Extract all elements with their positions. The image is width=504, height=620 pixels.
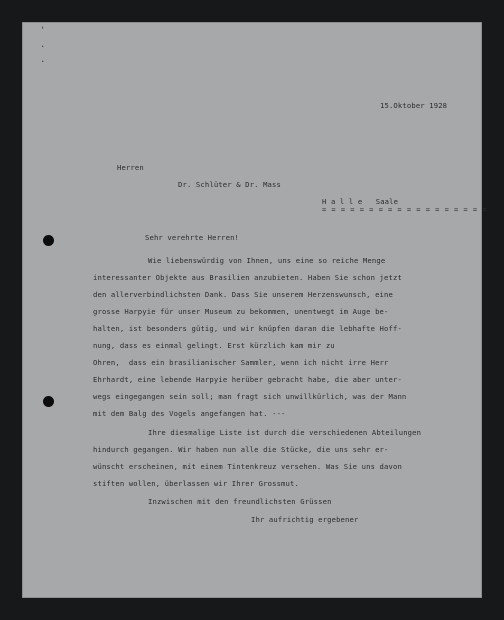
punch-hole	[43, 235, 54, 246]
body-line: wegs eingegangen sein soll; man fragt sich unwillkürlich, was der Mann	[93, 392, 407, 401]
body-line: halten, ist besonders gütig, und wir knüpfen daran die lebhafte Hoff-	[93, 324, 402, 333]
body-line: Ehrhardt, eine lebende Harpyie herüber gebracht habe, die aber unter-	[93, 375, 402, 384]
edge-tick-mark: .	[40, 40, 46, 50]
body-line: stiften wollen, überlassen wir Ihrer Grossmut.	[93, 479, 299, 488]
body-line: hindurch gegangen. Wir haben nun alle die Stücke, die uns sehr er-	[93, 445, 389, 454]
edge-tick-mark: .	[40, 55, 46, 65]
body-line: Ihre diesmalige Liste ist durch die verschiedenen Abteilungen	[148, 428, 422, 437]
recipient-city: H a l l e Saale	[322, 197, 399, 206]
greeting: Sehr verehrte Herren!	[145, 233, 240, 242]
body-line: grosse Harpyie für unser Museum zu bekommen, unentwegt im Auge be-	[93, 307, 389, 316]
body-line: Ohren, dass ein brasilianischer Sammler, wenn ich nicht irre Herr	[93, 358, 389, 367]
body-line: nung, dass es einmal gelingt. Erst kürzlich kam mir zu	[93, 341, 335, 350]
closing-signoff: Ihr aufrichtig ergebener	[251, 515, 359, 524]
body-line: wünscht erscheinen, mit einem Tintenkreuz versehen. Was Sie uns davon	[93, 462, 402, 471]
body-line: mit dem Balg des Vogels angefangen hat. ---	[93, 409, 286, 418]
recipient-salutation: Herren	[117, 163, 144, 172]
letter-date: 15.Oktober 1928	[380, 101, 448, 110]
recipient-names: Dr. Schlüter & Dr. Mass	[178, 180, 281, 189]
city-underline: = = = = = = = = = = = = = = = = = =	[322, 206, 488, 214]
body-line: interessanter Objekte aus Brasilien anzubieten. Haben Sie schon jetzt	[93, 273, 402, 282]
closing-greeting: Inzwischen mit den freundlichsten Grüssen	[148, 497, 332, 506]
body-line: Wie liebenswürdig von Ihnen, uns eine so reiche Menge	[148, 256, 386, 265]
punch-hole	[43, 396, 54, 407]
edge-tick-mark: '	[40, 26, 46, 36]
body-line: den allerverbindlichsten Dank. Dass Sie unserem Herzenswunsch, eine	[93, 290, 393, 299]
